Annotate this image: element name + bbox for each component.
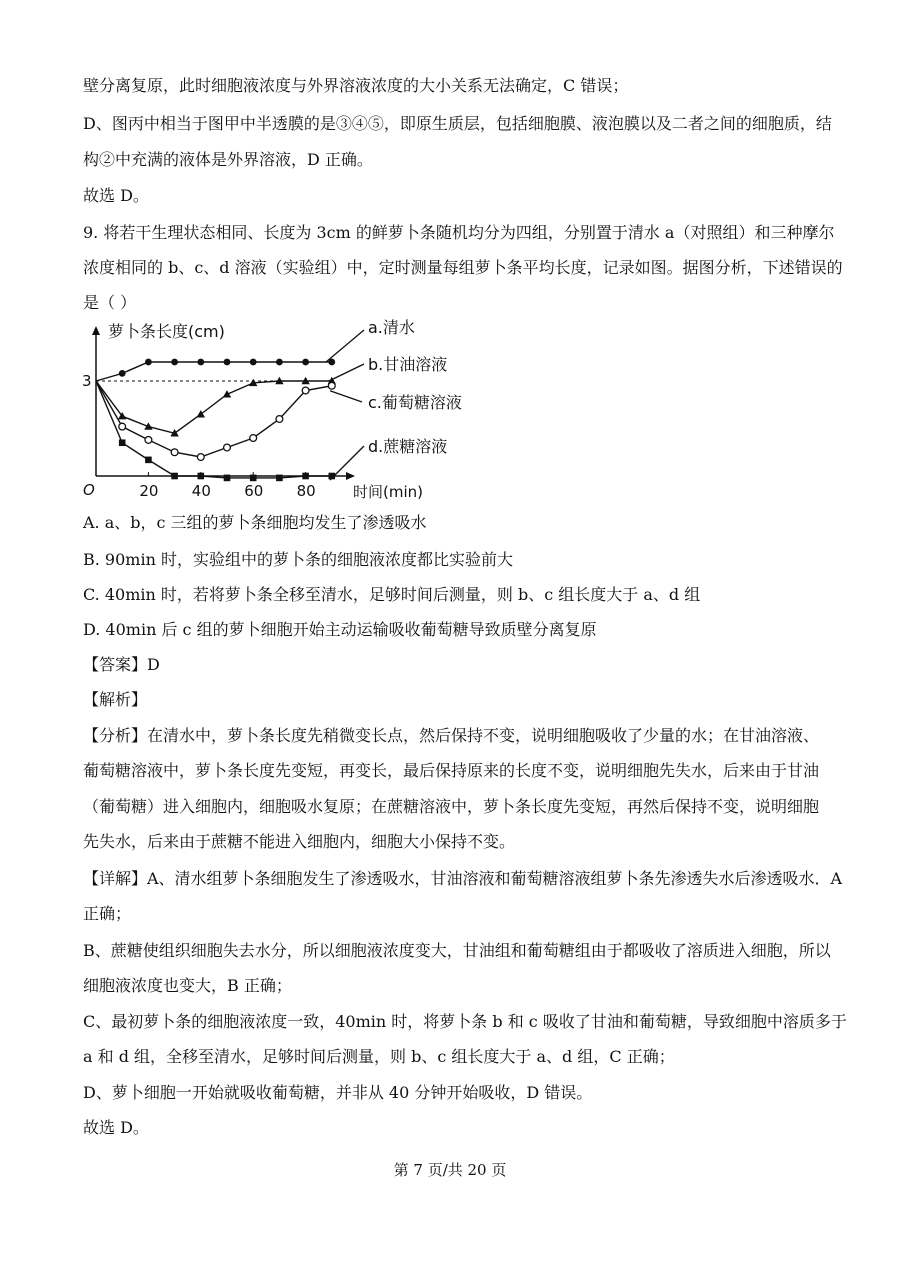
- legend-leader-line: [326, 330, 364, 362]
- page-footer: 第 7 页/共 20 页: [393, 1161, 507, 1179]
- data-point: [302, 359, 309, 366]
- legend-leader-line: [329, 364, 364, 381]
- detail-line: 正确；: [83, 904, 132, 923]
- y-tick-label: 3: [82, 372, 92, 390]
- data-point: [145, 359, 152, 366]
- prev-text-line: 壁分离复原，此时细胞液浓度与外界溶液浓度的大小关系无法确定，C 错误；: [83, 76, 629, 95]
- analysis-line: 【分析】在清水中，萝卜条长度先稍微变长点，然后保持不变，说明细胞吸收了少量的水；在甘油溶液、: [83, 726, 820, 745]
- x-tick-label: 80: [296, 482, 316, 500]
- analysis-line: （葡萄糖）进入细胞内，细胞吸水复原；在蔗糖溶液中，萝卜条长度先变短，再然后保持不变，说明细胞: [83, 797, 820, 816]
- series-b: [96, 377, 336, 437]
- data-point: [119, 439, 126, 446]
- data-point: [119, 423, 126, 430]
- data-point: [250, 435, 257, 442]
- question-stem: 是（ ）: [83, 293, 137, 312]
- data-point: [276, 416, 283, 423]
- option-a: A. a、b，c 三组的萝卜条细胞均发生了渗透吸水: [83, 513, 427, 532]
- analysis-line: 葡萄糖溶液中，萝卜条长度先变短，再变长，最后保持原来的长度不变，说明细胞先失水，后来由于甘油: [83, 761, 820, 780]
- detail-line: 细胞液浓度也变大，B 正确；: [83, 976, 292, 995]
- detail-line: 【详解】A、清水组萝卜条细胞发生了渗透吸水，甘油溶液和葡萄糖溶液组萝卜条先渗透失水后渗透吸水．A: [83, 869, 843, 888]
- prev-text-line: 构②中充满的液体是外界溶液，D 正确。: [83, 150, 373, 169]
- answer-label: 【答案】D: [83, 655, 160, 674]
- option-b: B. 90min 时，实验组中的萝卜条的细胞液浓度都比实验前大: [83, 550, 513, 569]
- y-axis-arrow: [92, 326, 100, 335]
- series-line: [96, 362, 332, 381]
- detail-line: B、蔗糖使组织细胞失去水分，所以细胞液浓度变大，甘油组和葡萄糖组由于都吸收了溶质进入细胞，所以: [83, 941, 831, 960]
- x-tick-label: 20: [139, 482, 159, 500]
- origin-label: O: [83, 481, 95, 499]
- data-point: [171, 449, 178, 456]
- series-a: [96, 359, 335, 381]
- legend-label: a.清水: [368, 318, 415, 337]
- option-c: C. 40min 时，若将萝卜条全移至清水，足够时间后测量，则 b、c 组长度大于 a、d 组: [83, 585, 701, 604]
- y-axis-label: 萝卜条长度(cm): [108, 322, 225, 341]
- option-d: D. 40min 后 c 组的萝卜细胞开始主动运输吸收葡萄糖导致质壁分离复原: [83, 620, 597, 639]
- data-point: [224, 359, 231, 366]
- data-point: [329, 473, 336, 480]
- data-point: [171, 359, 178, 366]
- series-line: [96, 381, 332, 433]
- detail-line: C、最初萝卜条的细胞液浓度一致，40min 时，将萝卜条 b 和 c 吸收了甘油和葡萄糖，导致细胞中溶质多于: [83, 1012, 847, 1031]
- data-point: [223, 390, 231, 397]
- data-point: [302, 473, 309, 480]
- line-chart: [78, 318, 498, 506]
- data-point: [119, 370, 126, 377]
- question-stem: 9. 将若干生理状态相同、长度为 3cm 的鲜萝卜条随机均分为四组，分别置于清水 a（对照组）和三种摩尔: [83, 223, 835, 242]
- data-point: [250, 475, 257, 482]
- data-point: [276, 359, 283, 366]
- prev-text-line: D、图丙中相当于图甲中半透膜的是③④⑤，即原生质层，包括细胞膜、液泡膜以及二者之间的细胞质，结: [83, 114, 832, 133]
- prev-text-line: 故选 D。: [83, 186, 149, 205]
- data-point: [145, 457, 152, 464]
- data-point: [145, 437, 152, 444]
- data-point: [197, 454, 204, 461]
- legend-leader-line: [330, 391, 362, 402]
- x-axis-label: 时间(min): [353, 483, 423, 501]
- detail-line: D、萝卜细胞一开始就吸收葡萄糖，并非从 40 分钟开始吸收，D 错误。: [83, 1083, 593, 1102]
- data-point: [302, 387, 309, 394]
- data-point: [224, 444, 231, 451]
- data-point: [171, 473, 178, 480]
- x-tick-label: 60: [244, 482, 264, 500]
- analysis-header: 【解析】: [83, 690, 148, 709]
- data-point: [250, 359, 257, 366]
- data-point: [328, 382, 335, 389]
- x-tick-label: 40: [191, 482, 211, 500]
- data-point: [197, 359, 204, 366]
- legend-label: c.葡萄糖溶液: [368, 393, 462, 412]
- data-point: [198, 473, 205, 480]
- detail-line: 故选 D。: [83, 1118, 149, 1137]
- data-point: [328, 359, 335, 366]
- x-axis-arrow: [346, 472, 355, 480]
- legend-label: b.甘油溶液: [368, 355, 448, 374]
- series-line: [96, 381, 332, 478]
- analysis-line: 先失水，后来由于蔗糖不能进入细胞内，细胞大小保持不变。: [83, 832, 516, 851]
- legend-label: d.蔗糖溶液: [368, 437, 448, 456]
- detail-line: a 和 d 组，全移至清水，足够时间后测量，则 b、c 组长度大于 a、d 组，C 正确；: [83, 1047, 675, 1066]
- data-point: [276, 475, 283, 482]
- series-line: [96, 381, 332, 457]
- data-point: [224, 475, 231, 482]
- question-stem: 浓度相同的 b、c、d 溶液（实验组）中，定时测量每组萝卜条平均长度，记录如图。据图分析，下述错误的: [83, 258, 843, 277]
